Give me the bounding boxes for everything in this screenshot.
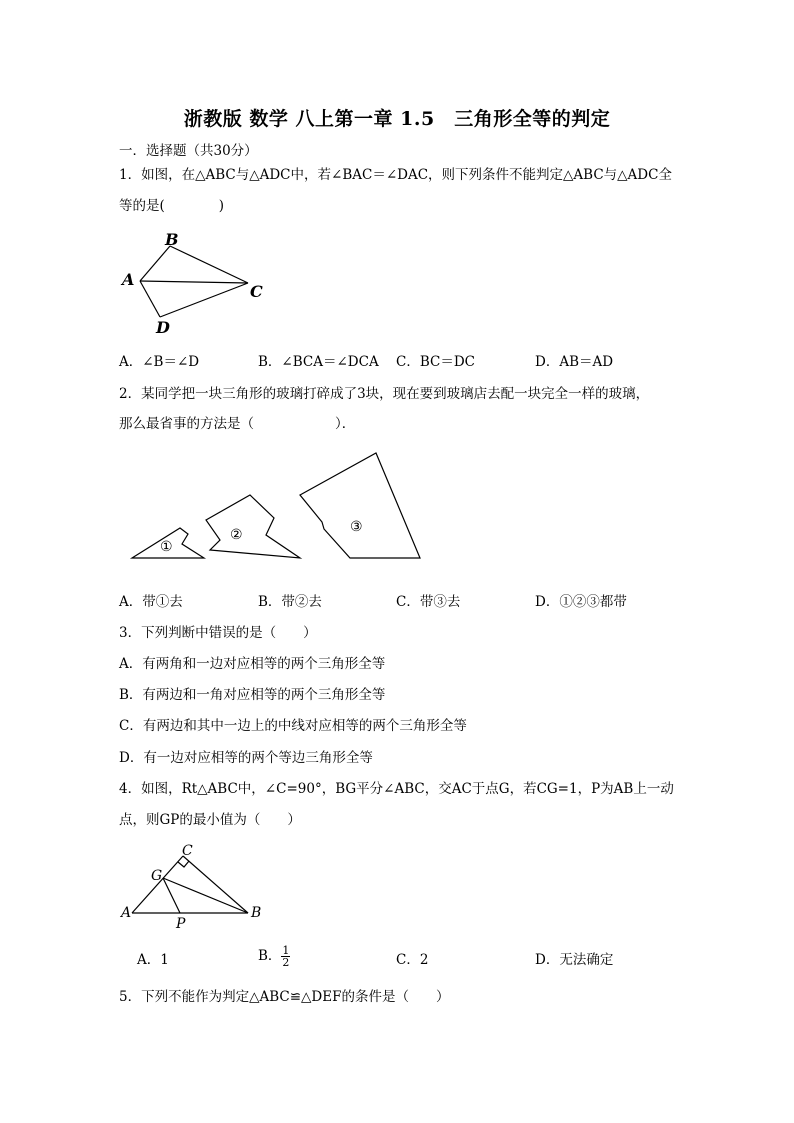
q4-stem-line2: 点，则GP的最小值为（ ） <box>119 812 301 828</box>
q1-label-D: D <box>156 318 170 337</box>
q4-label-C: C <box>182 843 193 859</box>
q4-label-P: P <box>176 916 186 932</box>
q4-option-b <box>258 945 290 968</box>
q4-option-c: C．2 <box>396 952 429 968</box>
q4-label-A: A <box>121 905 132 921</box>
q4-edge-GP <box>163 878 180 913</box>
q1-option-a: A．∠B＝∠D <box>119 354 200 370</box>
q3-option-d: D．有一边对应相等的两个等边三角形全等 <box>119 750 373 766</box>
q2-piece-2 <box>206 495 300 558</box>
q4-label-G: G <box>151 868 163 884</box>
q4-figure <box>118 842 278 932</box>
q1-label-B: B <box>165 230 179 249</box>
q2-label-2: ② <box>230 527 243 543</box>
q2-option-d: D．①②③都带 <box>535 594 627 610</box>
q3-option-b: B．有两边和一角对应相等的两个三角形全等 <box>119 687 386 703</box>
q2-stem-line1: 2．某同学把一块三角形的玻璃打碎成了3块，现在要到玻璃店去配一块完全一样的玻璃， <box>119 386 650 402</box>
page-title: 浙教版 数学 八上第一章 1.5 三角形全等的判定 <box>183 108 611 130</box>
q5-stem: 5．下列不能作为判定△ABC≌△DEF的条件是（ ） <box>119 989 450 1005</box>
q2-option-b: B．带②去 <box>258 594 322 610</box>
q4-option-b-fraction <box>281 945 290 968</box>
q2-label-1: ① <box>160 539 173 555</box>
q2-label-3: ③ <box>350 519 363 535</box>
q2-option-c: C．带③去 <box>396 594 461 610</box>
q1-edge-AC <box>140 281 248 283</box>
q2-option-a: A．带①去 <box>119 594 183 610</box>
q2-figure <box>130 450 425 565</box>
q4-edge-CB <box>183 856 248 913</box>
q1-option-d: D．AB＝AD <box>535 354 614 370</box>
q1-label-A: A <box>122 270 135 289</box>
q1-stem-line2: 等的是( ) <box>119 198 225 214</box>
q2-stem-line2: 那么最省事的方法是（ ）． <box>119 416 356 432</box>
q4-option-a: A．1 <box>137 952 169 968</box>
q1-edge-AB <box>140 246 170 281</box>
q4-option-d: D．无法确定 <box>535 952 614 968</box>
q1-figure <box>118 226 278 341</box>
q4-stem-line1: 4．如图，Rt△ABC中，∠C=90°，BG平分∠ABC，交AC于点G，若CG=1，P为AB上一动 <box>119 781 674 797</box>
q2-piece-3 <box>300 453 420 558</box>
q1-edge-BC <box>170 246 248 283</box>
section-header: 一．选择题（共30分） <box>119 143 258 159</box>
q1-edge-AD <box>140 281 160 317</box>
q4-edge-BG <box>163 878 248 913</box>
q4-right-angle-mark <box>178 861 189 867</box>
fraction-numerator: 1 <box>282 944 290 957</box>
q1-option-b: B．∠BCA＝∠DCA <box>258 354 379 370</box>
q1-option-c: C．BC＝DC <box>396 354 475 370</box>
q1-edge-DC <box>160 283 248 317</box>
fraction-denominator: 2 <box>282 956 290 969</box>
q4-option-b-prefix: B． <box>258 948 282 964</box>
q1-stem-line1: 1．如图，在△ABC与△ADC中，若∠BAC＝∠DAC，则下列条件不能判定△ABC与△ADC全 <box>119 167 672 183</box>
q4-label-B: B <box>251 905 262 921</box>
q3-stem: 3．下列判断中错误的是（ ） <box>119 625 317 641</box>
q1-label-C: C <box>250 282 263 301</box>
q3-option-c: C．有两边和其中一边上的中线对应相等的两个三角形全等 <box>119 718 467 734</box>
q3-option-a: A．有两角和一边对应相等的两个三角形全等 <box>119 656 386 672</box>
